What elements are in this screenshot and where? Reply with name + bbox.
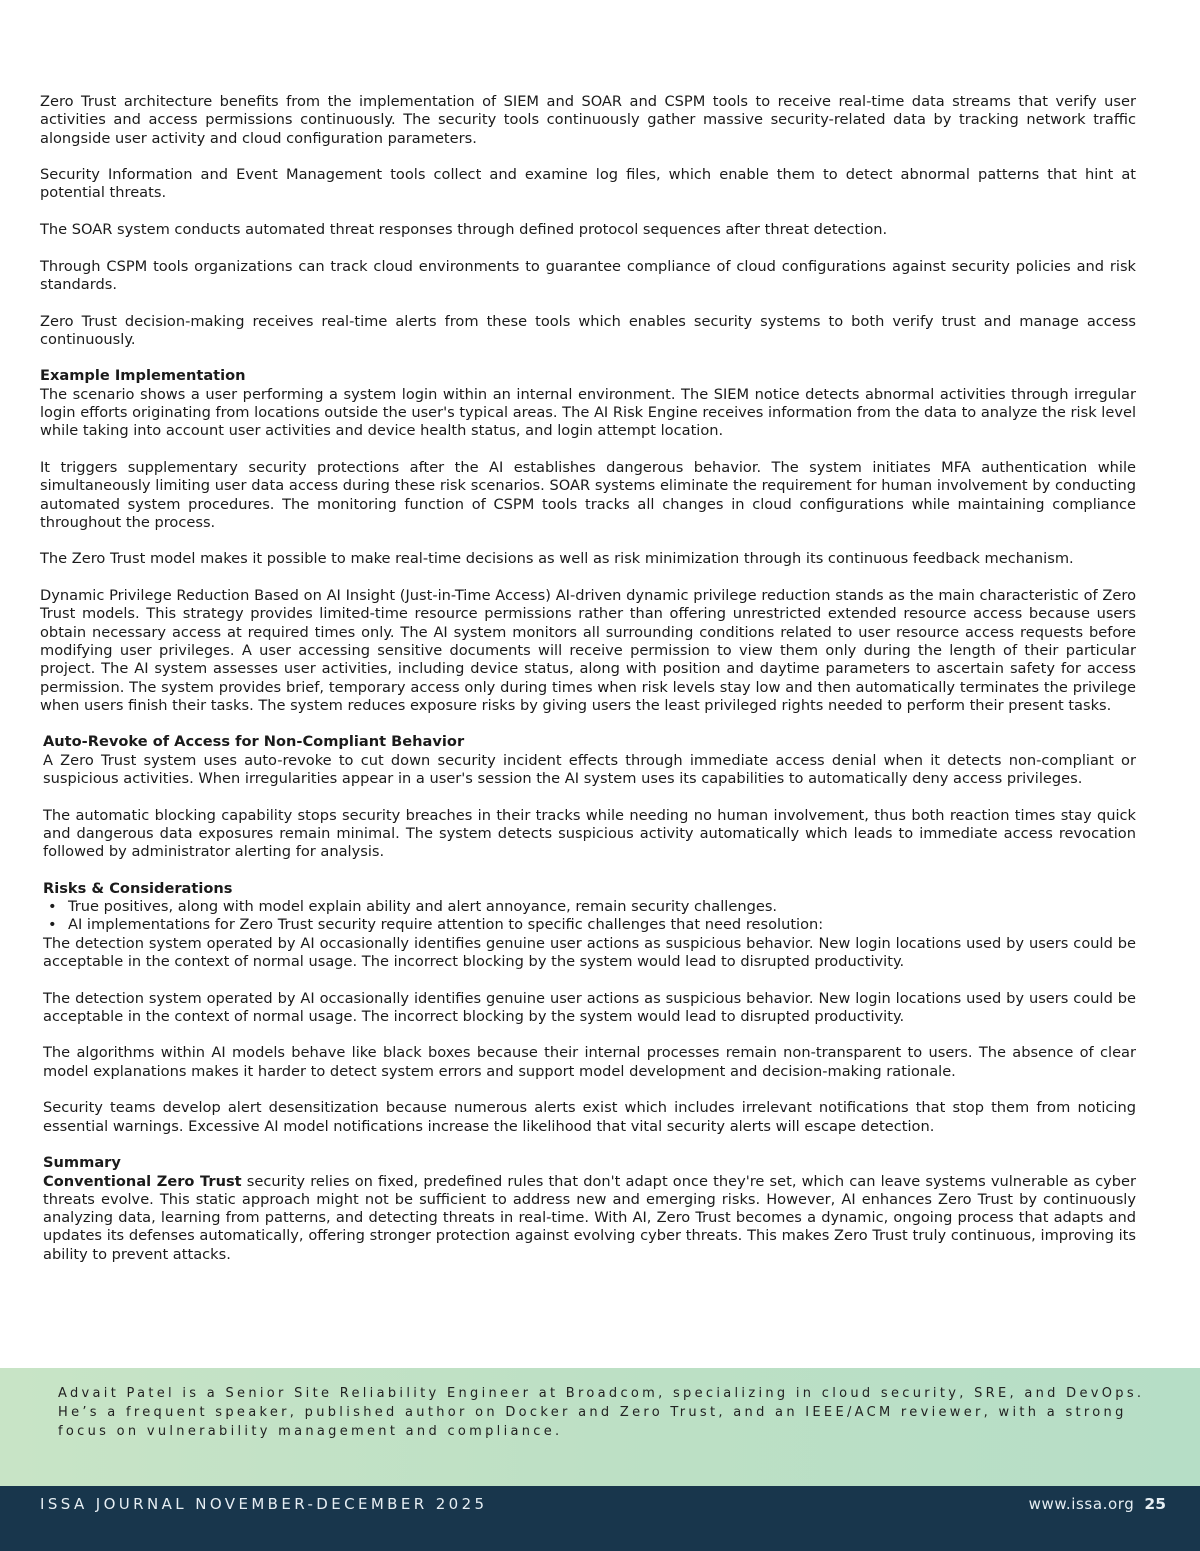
risks-paragraph: The algorithms within AI models behave like black boxes because their internal processes remain non-transparent to users. The absence of clear model explanations makes it harder to detect system errors and support model development and decision-making rationale. xyxy=(43,1044,1136,1080)
author-bio: Advait Patel is a Senior Site Reliability Engineer at Broadcom, specializing in cloud security, SRE, and DevOps. He’s a frequent speaker, published author on Docker and Zero Trust, and an IEEE/ACM reviewer, with a strong focus on vulnerability management and compliance. xyxy=(58,1386,1145,1439)
page-number: 25 xyxy=(1144,1495,1166,1513)
example-paragraph: The scenario shows a user performing a system login within an internal environment. The SIEM notice detects abnormal activities through irregular login efforts originating from locations outside the user's typical areas. The AI Risk Engine receives information from the data to analyze the risk level while taking into account user activities and device health status, and login attempt location. xyxy=(40,385,1136,440)
bullet-text: True positives, along with model explain ability and alert annoyance, remain security challenges. xyxy=(68,898,778,916)
author-bio-box xyxy=(0,1368,1200,1486)
article-body xyxy=(40,93,1136,1264)
auto-revoke-section xyxy=(40,733,1136,898)
list-item xyxy=(43,898,1136,916)
summary-paragraph xyxy=(43,1173,1136,1264)
intro-paragraph: Zero Trust decision-making receives real-time alerts from these tools which enables security systems to both verify trust and manage access continuously. xyxy=(40,312,1136,348)
summary-heading: Summary xyxy=(43,1154,121,1172)
risks-paragraph: Security teams develop alert desensitization because numerous alerts exist which includes irrelevant notifications that stop them from noticing essential warnings. Excessive AI model notifications increase the likelihood that vital security alerts will escape detection. xyxy=(43,1099,1136,1135)
intro-paragraph: Zero Trust architecture benefits from the implementation of SIEM and SOAR and CSPM tools to receive real-time data streams that verify user activities and access permissions continuously. The security tools continuously gather massive security-related data by tracking network traffic alongside user activity and cloud configuration parameters. xyxy=(40,93,1136,147)
example-paragraph: The Zero Trust model makes it possible to make real-time decisions as well as risk minimization through its continuous feedback mechanism. xyxy=(40,550,1074,568)
auto-revoke-heading: Auto-Revoke of Access for Non-Compliant Behavior xyxy=(43,733,465,751)
example-implementation-heading: Example Implementation xyxy=(40,367,246,385)
intro-paragraph: Through CSPM tools organizations can track cloud environments to guarantee compliance of cloud configurations against security policies and risk standards. xyxy=(40,257,1136,293)
risks-section xyxy=(40,935,1136,1264)
list-item xyxy=(43,916,1136,934)
risks-heading: Risks & Considerations xyxy=(43,879,233,897)
intro-paragraph: The SOAR system conducts automated threat responses through defined protocol sequences after threat detection. xyxy=(40,221,888,239)
bullet-icon: • xyxy=(48,916,57,934)
bullet-text: AI implementations for Zero Trust security require attention to specific challenges that need resolution: xyxy=(68,916,824,934)
example-paragraph: It triggers supplementary security protections after the AI establishes dangerous behavior. The system initiates MFA authentication while simultaneously limiting user data access during these risk scenarios. SOAR systems eliminate the requirement for human involvement by conducting automated system procedures. The monitoring function of CSPM tools tracks all changes in cloud configurations while maintaining compliance throughout the process. xyxy=(40,458,1136,531)
risks-paragraph: The detection system operated by AI occasionally identifies genuine user actions as suspicious behavior. New login locations used by users could be acceptable in the context of normal usage. The incorrect blocking by the system would lead to disrupted productivity. xyxy=(43,934,1136,970)
auto-revoke-paragraph: A Zero Trust system uses auto-revoke to cut down security incident effects through immediate access denial when it detects non-compliant or suspicious activities. When irregularities appear in a user's session the AI system uses its capabilities to automatically deny access privileges. xyxy=(43,751,1136,787)
bullet-icon: • xyxy=(48,898,57,916)
auto-revoke-paragraph: The automatic blocking capability stops security breaches in their tracks while needing no human involvement, thus both reaction times stay quick and dangerous data exposures remain minimal. The system detects suspicious activity automatically which leads to immediate access revocation followed by administrator alerting for analysis. xyxy=(43,806,1136,861)
website-link[interactable]: www.issa.org xyxy=(1028,1495,1135,1513)
page-footer xyxy=(0,1486,1200,1551)
example-paragraph: Dynamic Privilege Reduction Based on AI Insight (Just-in-Time Access) AI-driven dynamic privilege reduction stands as the main characteristic of Zero Trust models. This strategy provides limited-time resource permissions rather than offering unrestricted extended resource access because users obtain necessary access at required times only. The AI system monitors all surrounding conditions related to user resource access requests before modifying user privileges. A user accessing sensitive documents will receive permission to view them only during the length of their particular project. The AI system assesses user activities, including device status, along with position and daytime parameters to ascertain safety for access permission. The system provides brief, temporary access only during times when risk levels stay low and then automatically terminates the privilege when users finish their tasks. The system reduces exposure risks by giving users the least privileged rights needed to perform their present tasks. xyxy=(40,587,1136,714)
intro-paragraph: Security Information and Event Management tools collect and examine log files, which enable them to detect abnormal patterns that hint at potential threats. xyxy=(40,166,1136,202)
journal-title: ISSA JOURNAL NOVEMBER-DECEMBER 2025 xyxy=(40,1495,488,1513)
summary-lead: Conventional Zero Trust xyxy=(43,1172,242,1190)
summary-text: security relies on fixed, predefined rules that don't adapt once they're set, which can leave systems vulnerable as cyber threats evolve. This static approach might not be sufficient to address new and emerging risks. However, AI enhances Zero Trust by continuously analyzing data, learning from patterns, and detecting threats in real-time. With AI, Zero Trust becomes a dynamic, ongoing process that adapts and updates its defenses automatically, offering stronger protection against evolving cyber threats. This makes Zero Trust truly continuous, improving its ability to prevent attacks. xyxy=(43,1172,1137,1263)
footer-right xyxy=(1029,1495,1166,1513)
risks-paragraph: The detection system operated by AI occasionally identifies genuine user actions as suspicious behavior. New login locations used by users could be acceptable in the context of normal usage. The incorrect blocking by the system would lead to disrupted productivity. xyxy=(43,989,1136,1025)
risks-bullet-list xyxy=(40,898,1136,935)
